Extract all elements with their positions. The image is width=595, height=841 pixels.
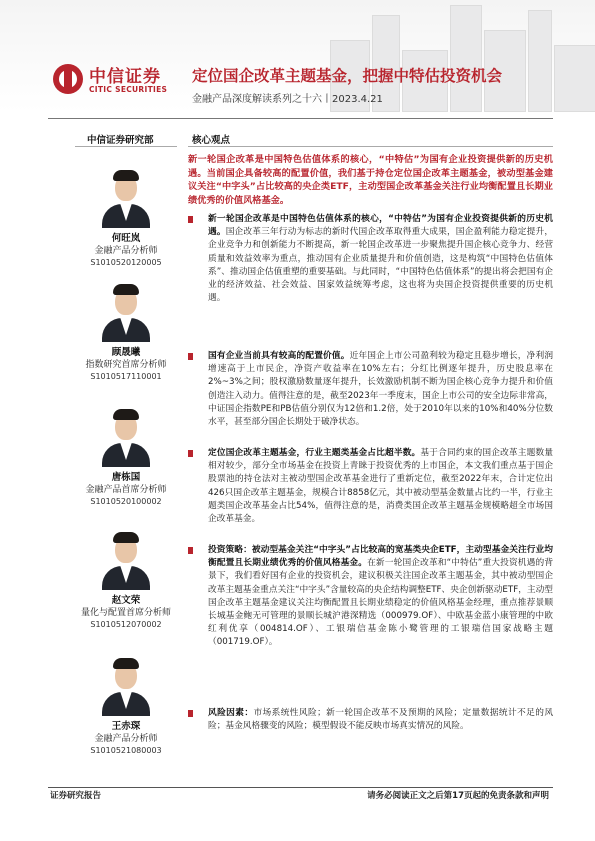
analyst-id: S1010521080003 xyxy=(90,746,162,755)
bullet-point xyxy=(188,707,553,733)
bullet-marker-icon xyxy=(188,353,193,360)
logo-text-en: CITIC SECURITIES xyxy=(89,85,168,94)
bullet-marker-icon xyxy=(188,710,193,717)
bullet-body: 市场系统性风险；新一轮国企改革不及预期的风险；定量数据统计不足的风险；基金风格骤变的风险；模型假设不能反映市场真实情况的风险。 xyxy=(208,708,554,732)
summary-paragraph: 新一轮国企改革是中国特色估值体系的核心，“中特估”为国有企业投资提供新的历史机遇。当前国企具备较高的配置价值，我们基于持仓定位国企改革主题基金，被动型基金建议关注“中字头”占比较高的央企类ETF，主动型国企改革基金关注行业均衡配置且长期业绩优秀的价值风格基金。 xyxy=(188,154,553,206)
bullet-body: 在新一轮国企改革和“中特估”重大投资机遇的背景下，我们看好国有企业的投资机会，建议积极关注国企改革主题基金，其中被动型国企改革主题基金重点关注“中字头”含量较高的央企结构调整ETF、央企创新驱动ETF，主动型国企改革主题基金建议关注均衡配置且长期业绩稳定的价值风格基金经理，重点推荐景顺长城基金鲍无可管理的景顺长城沪港深精选（000979.OF）、中欧基金蓝小康管理的中欧红利优享（004814.OF）、工银瑞信基金陈小鹭管理的工银瑞信国家战略主题（001719.OF）。 xyxy=(208,558,554,648)
analyst-name: 赵文荣 xyxy=(111,595,141,606)
analyst-name: 何旺岚 xyxy=(111,233,141,244)
bullet-lead: 定位国企改革主题基金，行业主题类基金占比超半数。 xyxy=(208,448,421,458)
bullet-lead: 新一轮国企改革是中国特色估值体系的核心，“中特估”为国有企业投资提供新的历史机遇。 xyxy=(208,214,553,238)
header-divider xyxy=(48,118,553,119)
sidebar-divider xyxy=(75,146,177,147)
analyst-title: 指数研究首席分析师 xyxy=(85,360,167,370)
bullet-marker-icon xyxy=(188,450,193,457)
analyst-id: S1010520100002 xyxy=(90,497,162,506)
analyst-photo xyxy=(98,528,154,590)
bullet-point xyxy=(188,447,553,526)
bullet-point xyxy=(188,350,553,429)
bullet-point xyxy=(188,213,553,305)
analyst-photo xyxy=(98,405,154,467)
bullet-body: 近年国企上市公司盈利较为稳定且稳步增长，净利润增速高于上市民企，净资产收益率在10%左右；分红比例逐年提升，历史股息率在2%~3%之间；股权激励数量逐年提升，长效激励机制不断为国企核心竞争力提升和价值创造注入动力。值得注意的是，截至2023年一季度末，国企上市公司的安全边际非常高，中证国企指数PE和PB估值分别仅为12倍和1.2倍，处于2010年以来的10%和40%分位数水平，甚至部分国企长期处于破净状态。 xyxy=(208,351,554,428)
analyst-name: 唐栋国 xyxy=(111,472,141,483)
analyst-title: 金融产品分析师 xyxy=(94,246,158,256)
analyst-id: S1010520120005 xyxy=(90,258,162,267)
analyst-photo xyxy=(98,654,154,716)
footer-divider xyxy=(48,787,553,788)
analyst-card xyxy=(78,280,174,383)
bullet-body: 国企改革三年行动为标志的新时代国企改革取得重大成果，国企盈利能力稳定提升，企业竞争力和创新能力不断提高，新一轮国企改革进一步聚焦提升国企核心竞争力、经营质量和效益效率为重点，推动国有企业质量提升和价值创造，这是构筑“中国特色估值体系”、推动国企估值重塑的重要基础。与此同时，“中国特色估值体系”的提出将会把国有企业的经济效益、社会效益、国家效益统筹考虑，这也将为央国企投资提供重要的历史机遇。 xyxy=(208,227,554,304)
analyst-photo xyxy=(98,280,154,342)
citic-logo-icon xyxy=(53,64,83,94)
footer-disclaimer: 请务必阅读正文之后第17页起的免责条款和声明 xyxy=(367,791,549,801)
analyst-title: 金融产品分析师 xyxy=(94,734,158,744)
section-heading-core-views: 核心观点 xyxy=(192,135,231,146)
report-subtitle: 金融产品深度解读系列之十六丨2023.4.21 xyxy=(192,94,383,105)
analyst-card xyxy=(78,405,174,508)
sidebar-heading: 中信证券研究部 xyxy=(87,135,154,146)
analyst-card xyxy=(78,654,174,757)
bullet-lead: 国有企业当前具有较高的配置价值。 xyxy=(208,351,350,361)
analyst-title: 量化与配置首席分析师 xyxy=(80,608,171,618)
analyst-card xyxy=(78,166,174,269)
analyst-title: 金融产品首席分析师 xyxy=(85,485,167,495)
analyst-name: 王赤琛 xyxy=(111,721,141,732)
bullet-marker-icon xyxy=(188,216,193,223)
logo-text-cn: 中信证券 xyxy=(89,67,161,87)
analyst-id: S1010512070002 xyxy=(90,620,162,629)
bullet-lead: 投资策略：被动型基金关注“中字头”占比较高的宽基类央企ETF，主动型基金关注行业均衡配置且长期业绩优秀的价值风格基金。 xyxy=(208,545,553,569)
analyst-name: 顾晟曦 xyxy=(111,347,141,358)
bullet-body: 基于合同约束的国企改革主题数量相对较少，部分全市场基金在投资上青睐于投资优秀的上市国企，本文我们重点基于国企股票池的持仓法对主被动型国企改革基金进行了重新定位，截至2022年末，合计定位出426只国企改革主题基金，规模合计8858亿元，其中被动型基金数量占比约一半，行业主题类国企改革基金占比54%，值得注意的是，消费类国企改革主题基金规模略超全市场国企改革基金。 xyxy=(208,448,554,525)
footer-report-type: 证券研究报告 xyxy=(50,791,102,801)
bullet-point xyxy=(188,544,553,650)
bullet-marker-icon xyxy=(188,547,193,554)
report-title: 定位国企改革主题基金，把握中特估投资机会 xyxy=(192,67,503,85)
analyst-card xyxy=(78,528,174,631)
analyst-id: S1010517110001 xyxy=(90,372,162,381)
main-divider xyxy=(188,146,553,147)
citic-logo xyxy=(53,62,171,102)
bullet-lead: 风险因素： xyxy=(208,708,254,718)
analyst-photo xyxy=(98,166,154,228)
